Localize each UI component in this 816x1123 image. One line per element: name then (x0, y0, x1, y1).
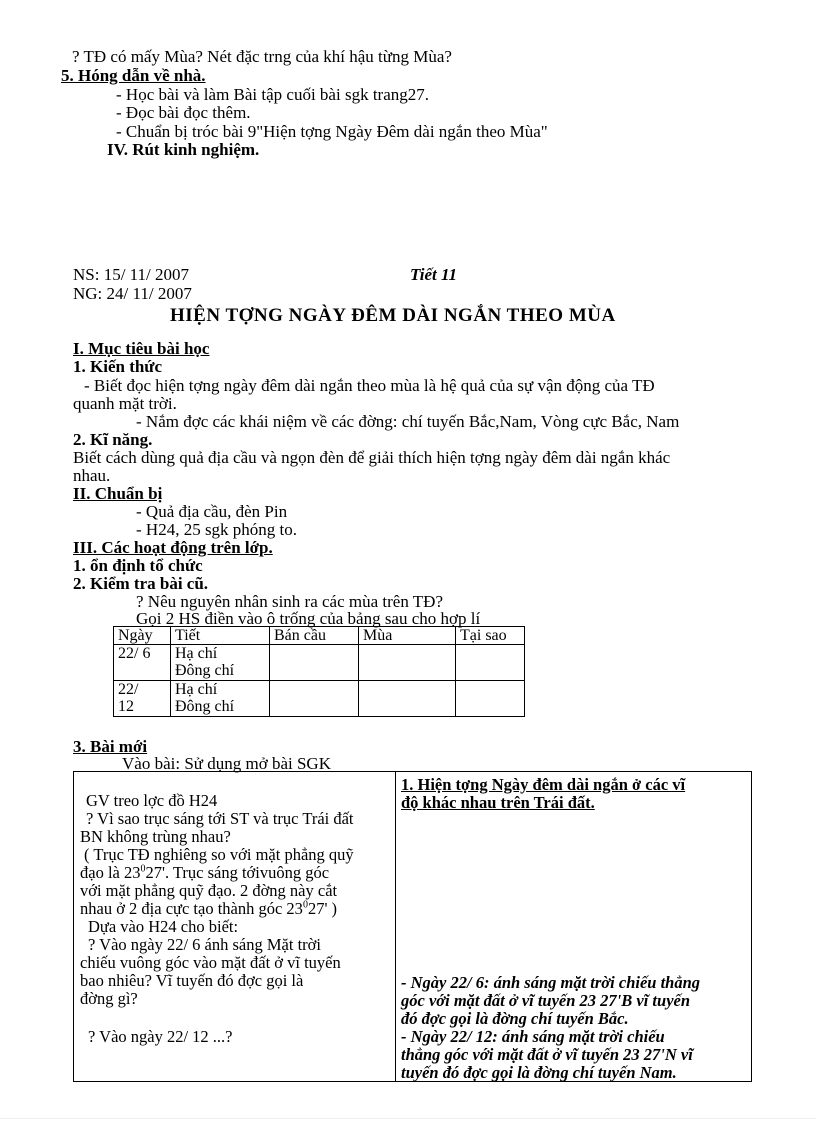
homework-item: - Chuẩn bị tróc bài 9"Hiện tợng Ngày Đêm dài ngắn theo Mùa" (116, 122, 548, 141)
table-cell (171, 681, 270, 717)
fill-in-table (113, 626, 525, 717)
paragraph: - Nắm đợc các khái niệm về các đờng: chí tuyến Bắc,Nam, Vòng cực Bắc, Nam (136, 412, 680, 431)
table-cell (359, 645, 456, 681)
teacher-text: Dựa vào H24 cho biết: (88, 917, 239, 936)
prep-item: - Quả địa cầu, đèn Pin (136, 502, 288, 521)
table-row (114, 681, 525, 717)
intro-text: Vào bài: Sử dụng mở bài SGK (122, 754, 331, 773)
paragraph: quanh mặt trời. (73, 394, 177, 413)
subsection-knowledge: 1. Kiến thức (73, 357, 163, 376)
lesson-number: Tiết 11 (410, 265, 458, 284)
col-header: Ngày (114, 627, 171, 645)
cell-text: 12 (118, 698, 134, 715)
teacher-text: đạo là $23^027'$. Trục sáng tớivuông góc (80, 863, 330, 882)
subsection-organize: 1. ổn định tổ chức (73, 556, 203, 575)
section-preparation: II. Chuẩn bị (73, 484, 163, 503)
subsection-new-lesson: 3. Bài mới (73, 737, 148, 756)
content-heading: độ khác nhau trên Trái đất. (401, 793, 595, 812)
content-answer: - Ngày 22/ 12: ánh sáng mặt trời chiếu (401, 1027, 665, 1046)
lesson-activity-table (73, 771, 752, 1082)
table-cell (359, 681, 456, 717)
homework-item: - Đọc bài đọc thêm. (116, 103, 251, 122)
column-divider (395, 772, 396, 1081)
table-cell (171, 645, 270, 681)
table-row (114, 645, 525, 681)
lesson-title: HIỆN TỢNG NGÀY ĐÊM DÀI NGẮN THEO MÙA (170, 305, 616, 326)
paragraph: - Biết đọc hiện tợng ngày đêm dài ngắn theo mùa là hệ quả của sự vận động của TĐ (84, 376, 655, 395)
subsection-skills: 2. Kĩ năng. (73, 430, 153, 449)
table-header-row (114, 627, 525, 645)
content-answer: góc với mặt đất ở vĩ tuyến 23 27'B vĩ tuyến (401, 991, 691, 1010)
review-question: ? TĐ có mấy Mùa? Nét đặc trng của khí hậu từng Mùa? (72, 47, 452, 66)
content-heading: 1. Hiện tợng Ngày đêm dài ngắn ở các vĩ (401, 775, 686, 794)
teacher-text: GV treo lợc đồ H24 (86, 791, 218, 810)
homework-heading: 5. Hóng dẫn về nhà. (61, 66, 206, 85)
table-cell: 22/ 6 (114, 645, 171, 681)
prep-item: - H24, 25 sgk phóng to. (136, 520, 298, 539)
section-objectives: I. Mục tiêu bài học (73, 339, 210, 358)
teacher-text: với mặt phẳng quỹ đạo. 2 đờng này cắt (80, 881, 338, 900)
col-header: Tiết (171, 627, 270, 645)
content-answer: đó đợc gọi là đờng chí tuyến Bắc. (401, 1009, 629, 1028)
teacher-text: ( Trục TĐ nghiêng so với mặt phẳng quỹ (84, 845, 354, 864)
teacher-text: BN không trùng nhau? (80, 827, 231, 846)
cell-text: Hạ chí (175, 681, 218, 698)
content-answer: tuyến đó đợc gọi là đờng chí tuyến Nam. (401, 1063, 677, 1082)
col-header: Bán cầu (270, 627, 359, 645)
paragraph: Biết cách dùng quả địa cầu và ngọn đèn để giải thích hiện tợng ngày đêm dài ngắn khác (73, 448, 671, 467)
page-edge (0, 1118, 816, 1119)
ng-date: NG: 24/ 11/ 2007 (73, 284, 192, 303)
cell-text: Đông chí (175, 698, 235, 715)
review-question: ? Nêu nguyên nhân sinh ra các mùa trên TĐ? (136, 592, 443, 611)
cell-text: 22/ (118, 681, 139, 698)
content-answer: - Ngày 22/ 6: ánh sáng mặt trời chiếu thẳng (401, 973, 701, 992)
experience-heading: IV. Rút kinh nghiệm. (107, 140, 260, 159)
table-cell (270, 645, 359, 681)
cell-text: Hạ chí (175, 645, 218, 662)
teacher-text: đờng gì? (80, 989, 138, 1008)
review-instruction: Gọi 2 HS điền vào ô trống của bảng sau cho hợp lí (136, 609, 481, 628)
col-header: Tại sao (456, 627, 525, 645)
cell-text: Đông chí (175, 662, 235, 679)
teacher-text: ? Vì sao trục sáng tới ST và trục Trái đất (86, 809, 354, 828)
teacher-text: nhau ở 2 địa cực tạo thành góc $23^027'$ ) (80, 899, 338, 918)
homework-item: - Học bài và làm Bài tập cuối bài sgk trang27. (116, 85, 429, 104)
section-activities: III. Các hoạt động trên lớp. (73, 538, 273, 557)
table-cell (114, 681, 171, 717)
content-answer: thẳng góc với mặt đất ở vĩ tuyến 23 27'N vĩ (401, 1045, 693, 1064)
paragraph: nhau. (73, 466, 111, 485)
col-header: Mùa (359, 627, 456, 645)
table-cell (456, 681, 525, 717)
teacher-text: bao nhiêu? Vĩ tuyến đó đợc gọi là (80, 971, 304, 990)
table-cell (456, 645, 525, 681)
ns-date: NS: 15/ 11/ 2007 (73, 265, 190, 284)
teacher-text: ? Vào ngày 22/ 6 ánh sáng Mặt trời (88, 935, 321, 954)
subsection-review: 2. Kiểm tra bài cũ. (73, 574, 209, 593)
table-cell (270, 681, 359, 717)
teacher-text: chiếu vuông góc vào mặt đất ở vĩ tuyến (80, 953, 341, 972)
teacher-text: ? Vào ngày 22/ 12 ...? (88, 1027, 233, 1046)
